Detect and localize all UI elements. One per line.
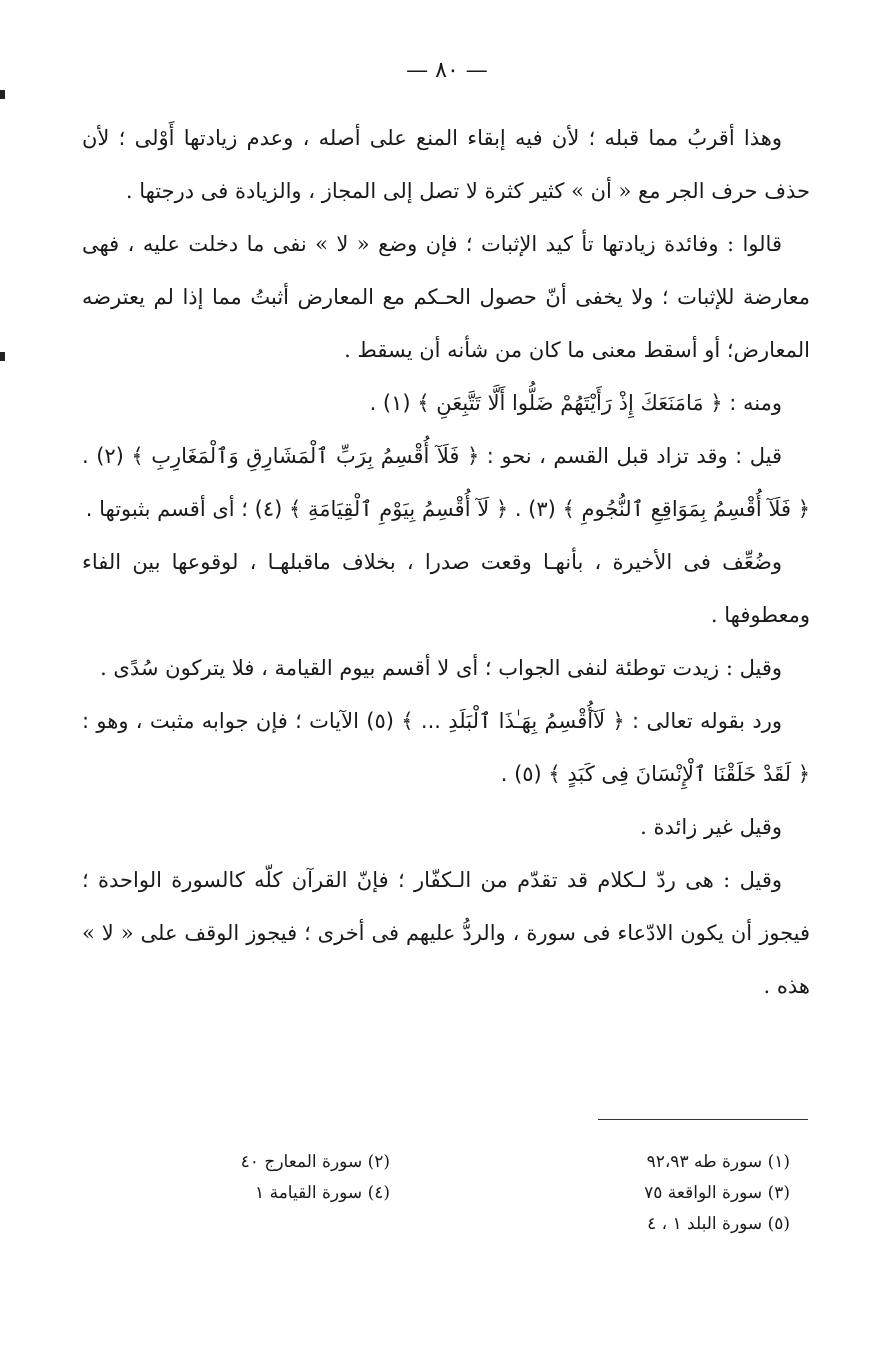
footnote: (٣) سورة الواقعة ٧٥ xyxy=(644,1183,790,1203)
page-number: — ٨٠ — xyxy=(406,58,488,83)
paragraph-quran-citation: قيل : وقد تزاد قبل القسم ، نحو : ﴿ فَلَآ أُقْسِمُ بِرَبِّ ٱلْمَشَارِقِ وَٱلْمَغَارِبِ ﴾ (٢) . ﴿ فَلَآ أُقْسِمُ بِمَوَاقِعِ ٱلنُّجُومِ ﴾ (٣) . ﴿ لَآ أُقْسِمُ بِيَوْمِ ٱلْقِيَامَةِ ﴾ (٤) ؛ أى أقسم بثبوتها . xyxy=(82,444,810,521)
paragraph-quran-citation: ورد بقوله تعالى : ﴿ لَآأُقْسِمُ بِهَـٰذَا ٱلْبَلَدِ ... ﴾ (٥) الآيات ؛ فإن جوابه مثبت ، وهو : ﴿ لَقَدْ خَلَقْنَا ٱلْإِنْسَانَ فِى كَبَدٍ ﴾ (٥) . xyxy=(82,709,810,786)
paragraph: قالوا : وفائدة زيادتها تأ كيد الإثبات ؛ فإن وضع « لا » نفى ما دخلت عليه ، فهى معارضة للإثبات ؛ ولا يخفى أنّ حصول الحـكم مع المعارض أثبتُ مما إذا لم يعترضه المعارض؛ أو أسقط معنى ما كان من شأنه أن يسقط . xyxy=(82,232,810,362)
paragraph: وهذا أقربُ مما قبله ؛ لأن فيه إبقاء المنع على أصله ، وعدم زيادتها أَوْلى ؛ لأن حذف حرف الجر مع « أن » كثير كثرة لا تصل إلى المجاز ، والزيادة فى درجتها . xyxy=(82,126,810,203)
margin-mark xyxy=(0,352,5,361)
paragraph: وقيل : هى ردّ لـكلام قد تقدّم من الـكفّار ؛ فإنّ القرآن كلّه كالسورة الواحدة ؛ فيجوز أن يكون الادّعاء فى سورة ، والردُّ عليهم فى أخرى ؛ فيجوز الوقف على « لا » هذه . xyxy=(82,868,810,998)
footnote: (٥) سورة البلد ١ ، ٤ xyxy=(647,1214,790,1234)
footnote: (٤) سورة القيامة ١ xyxy=(255,1183,390,1203)
paragraph-quran-citation: ومنه : ﴿ مَامَنَعَكَ إِذْ رَأَيْتَهُمْ ضَلُّوا أَلَّا تَتَّبِعَنِ ﴾ (١) . xyxy=(369,391,782,415)
footnote-divider xyxy=(598,1119,808,1120)
footnote: (١) سورة طه ٩٢،٩٣ xyxy=(646,1152,790,1172)
footnotes-column-right xyxy=(644,1147,790,1240)
paragraph: وقيل غير زائدة . xyxy=(640,815,782,839)
paragraph: وقيل : زيدت توطئة لنفى الجواب ؛ أى لا أقسم بيوم القيامة ، فلا يتركون سُدًى . xyxy=(100,656,782,680)
footnote: (٢) سورة المعارج ٤٠ xyxy=(240,1152,390,1172)
main-text xyxy=(82,112,810,1013)
footnotes-column-left xyxy=(241,1147,390,1209)
margin-mark xyxy=(0,90,5,99)
paragraph: وضُعِّف فى الأخيرة ، بأنهـا وقعت صدرا ، بخلاف ماقبلهـا ، لوقوعها بين الفاء ومعطوفها . xyxy=(82,550,810,627)
